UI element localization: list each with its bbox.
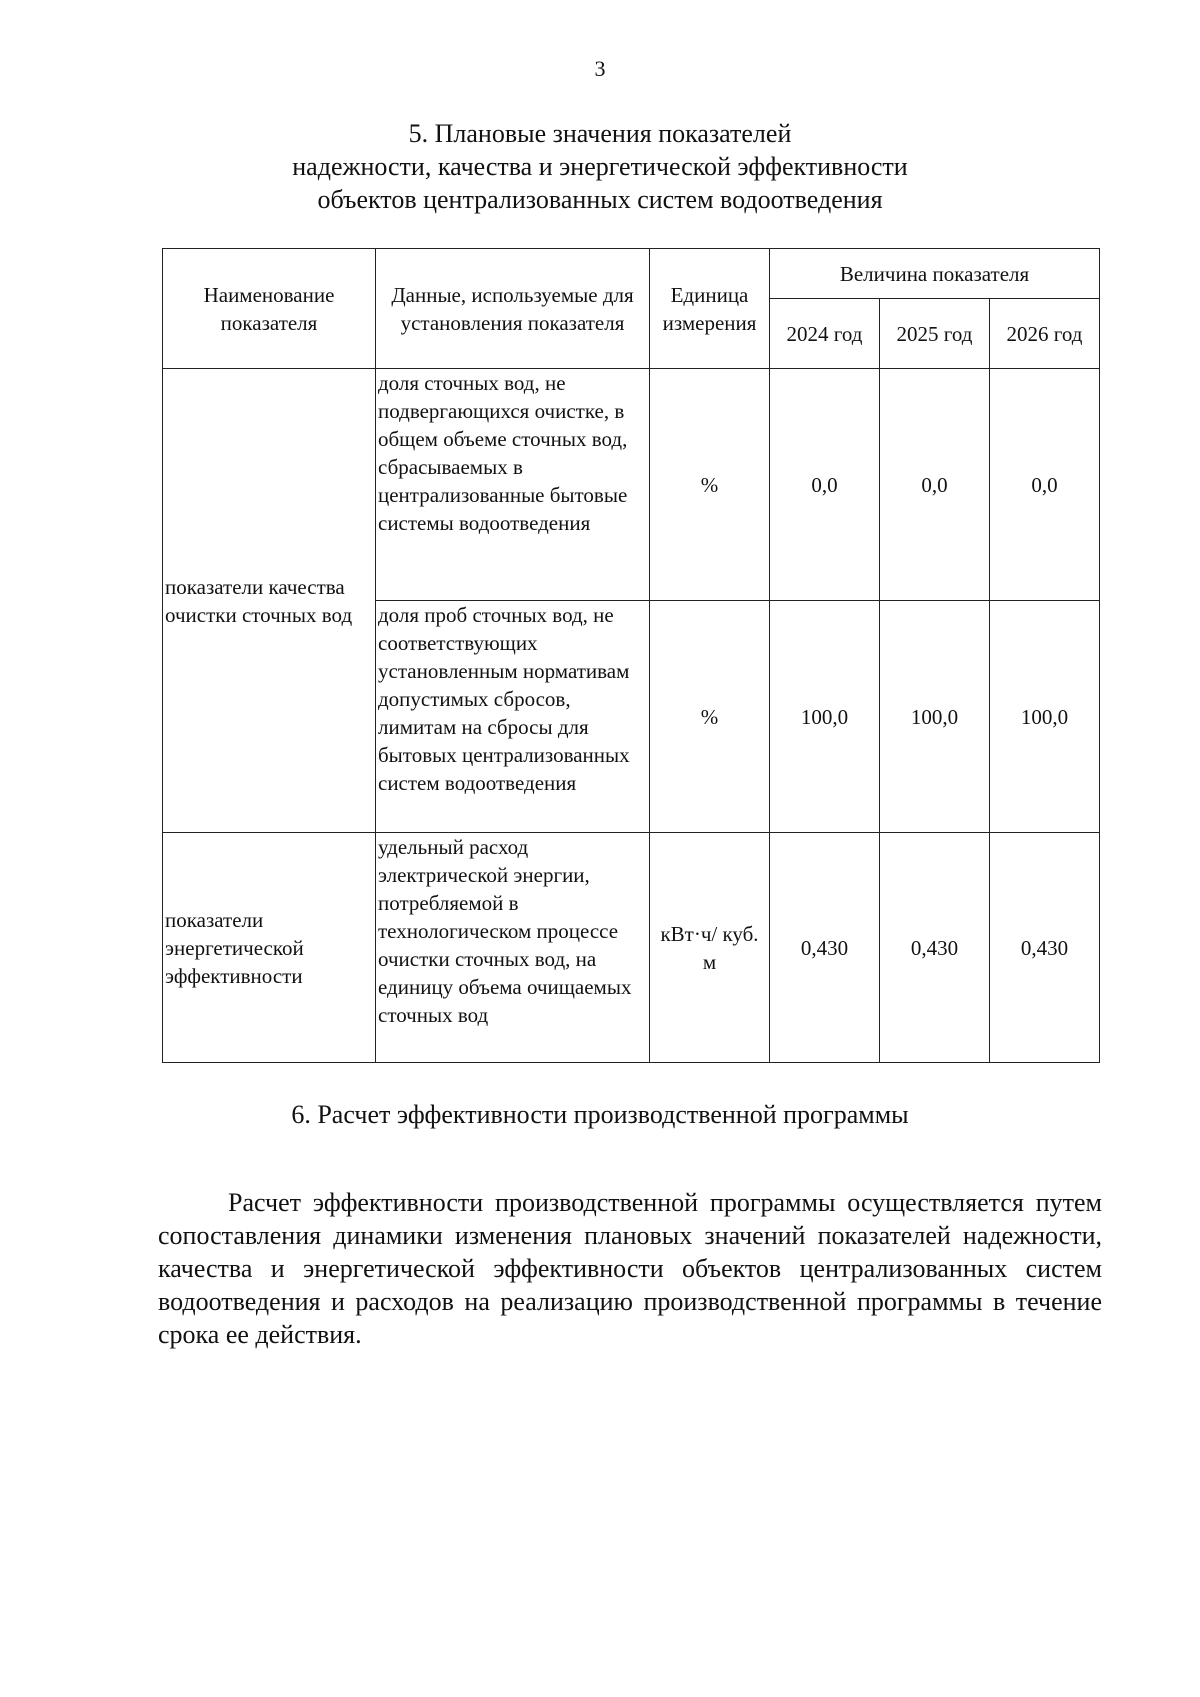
indicator-value: 0,430 [880, 833, 990, 1063]
header-unit: Единица измерения [650, 249, 770, 369]
indicator-value: 0,0 [880, 369, 990, 601]
indicator-unit: % [650, 601, 770, 833]
indicator-data: доля проб сточных вод, не соответствующих установленным нормативам допустимых сбросов, лимитам на сбросы для бытовых централизованных систем водоотведения [376, 601, 650, 833]
header-value: Величина показателя [770, 249, 1100, 299]
indicator-value: 100,0 [990, 601, 1100, 833]
header-year: 2025 год [880, 299, 990, 369]
page-number: 3 [594, 56, 606, 81]
indicator-value: 0,430 [990, 833, 1100, 1063]
header-data: Данные, используемые для установления показателя [376, 249, 650, 369]
section-5-title-line: надежности, качества и энергетической эффективности [292, 152, 908, 181]
indicator-name: показатели энергетической эффективности [163, 833, 376, 1063]
indicator-value: 0,0 [770, 369, 880, 601]
indicator-unit: % [650, 369, 770, 601]
table-row [163, 833, 1100, 1063]
indicator-value: 0,430 [770, 833, 880, 1063]
indicator-data: удельный расход электрической энергии, потребляемой в технологическом процессе очистки сточных вод, на единицу объема очищаемых сточных вод [376, 833, 650, 1063]
body-paragraph: Расчет эффективности производственной программы осуществляется путем сопоставления динамики изменения плановых значений показателей надежности, качества и энергетической эффективности объектов централизованных систем водоотведения и расходов на реализацию производственной программы в течение срока ее действия. [158, 1188, 1102, 1349]
table-row [163, 369, 1100, 601]
header-year: 2024 год [770, 299, 880, 369]
section-5-title-line: объектов централизованных систем водоотведения [317, 185, 883, 214]
header-name: Наименование показателя [163, 249, 376, 369]
indicator-name: показатели качества очистки сточных вод [163, 369, 376, 833]
indicator-unit: кВт·ч/ куб. м [650, 833, 770, 1063]
indicator-data: доля сточных вод, не подвергающихся очистке, в общем объеме сточных вод, сбрасываемых в централизованные бытовые системы водоотведения [376, 369, 650, 601]
header-year: 2026 год [990, 299, 1100, 369]
indicators-table [162, 248, 1100, 1063]
section-6-title: 6. Расчет эффективности производственной программы [291, 1100, 909, 1129]
indicator-value: 100,0 [880, 601, 990, 833]
indicator-value: 0,0 [990, 369, 1100, 601]
indicator-value: 100,0 [770, 601, 880, 833]
section-5-title [0, 117, 1200, 216]
section-5-title-line: 5. Плановые значения показателей [408, 119, 792, 148]
